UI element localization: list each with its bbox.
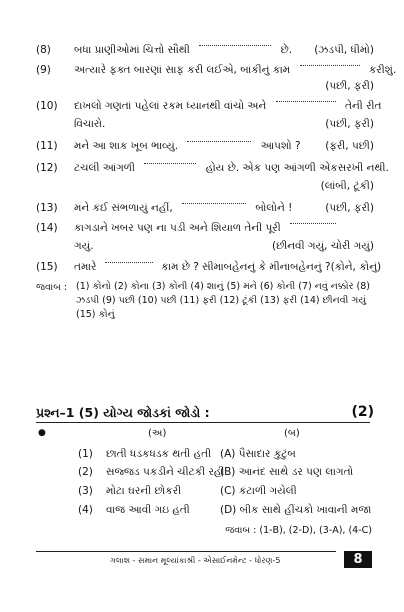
blank: [276, 100, 336, 102]
match-item-b: (C) કંટાળી ગયેલી: [220, 485, 297, 497]
match-answer: જવાબ : (1-B), (2-D), (3-A), (4-C): [225, 525, 372, 536]
match-item-a: છાતી ધડકધડક થતી હતી: [106, 448, 212, 460]
question-options: (લાંબી, ટૂંકી): [320, 180, 374, 192]
blank: [290, 222, 336, 224]
question-text: બધા પ્રાણીઓમાં ચિત્તો સૌથી: [74, 44, 190, 56]
question-text: મને કંઈ સંભળાયું નહીં,: [74, 202, 173, 214]
answer-key-text: (1) કોનો (2) કોના (3) કોની (4) શાનું (5) મને (6) કોની (7) નવું નક્કોર (8) ઝડપી (9) પછી (10) પછી (11) ફરી (12) ટૂંકી (13) ફરી (14) છીનવી ગયું (15) કોનું: [76, 281, 370, 320]
blank: [199, 44, 271, 46]
question-text-end: આપશો ?: [260, 140, 301, 152]
question-text: દાખલો ગણતાં પહેલાં રકમ ધ્યાનથી વાંચો અને: [74, 100, 267, 112]
question-text: મને આ શાક ખૂબ ભાવ્યું.: [74, 140, 179, 152]
section-divider: [36, 422, 370, 423]
question-text-end: બોલોને !: [255, 202, 293, 214]
question-number: (9): [36, 64, 51, 76]
question-text: કાગડાને ખબર પણ ના પડી અને શિયાળ તેની પૂરી: [74, 222, 281, 234]
column-b-header: (બ): [284, 428, 300, 439]
question-text: ટચલી આંગળી: [74, 162, 136, 174]
column-a-header: (અ): [148, 428, 167, 439]
question-text: અત્યારે ફક્ત બારણાં સાફ કરી લઈએ, બાકીનું કામ: [74, 64, 291, 76]
match-item-b: (A) પૈસાદાર કુટુંબ: [220, 448, 296, 460]
question-number: (13): [36, 202, 58, 214]
match-item-a: સજ્જડ પકડીને ચીટકી રહી: [106, 466, 225, 478]
match-number: (1): [78, 448, 93, 460]
question-number: (15): [36, 261, 58, 273]
question-number: (14): [36, 222, 58, 234]
question-text-end: હોય છે. એક પણ આંગળી એકસરખી નથી.: [205, 162, 389, 174]
question-number: (12): [36, 162, 58, 174]
match-number: (2): [78, 466, 93, 478]
question-options: (પછી, ફરી): [325, 118, 374, 130]
footer-text: ગલાશ - સમાન મૂલ્યાંકાશ્રી - એસાઈનમેન્ટ - ધોરણ-5: [110, 556, 281, 565]
blank: [105, 261, 153, 263]
question-options: (પછી, ફરી): [325, 80, 374, 92]
section-marks: (2): [351, 404, 374, 420]
question-options: (પછી, ફરી): [325, 202, 374, 214]
question-options: (ઝડપી, ધીમો): [314, 44, 374, 56]
question-number: (11): [36, 140, 58, 152]
match-item-b: (D) બીક સાથે હીંચકો ખાવાની મજા: [220, 504, 372, 516]
match-item-a: વાજ આવી ગઇ હતી: [106, 504, 190, 516]
blank: [144, 162, 196, 164]
match-item-b: (B) આનંદ સાથે ડર પણ લાગતો: [220, 466, 354, 478]
question-options: (ફરી, પછી): [325, 140, 374, 152]
match-number: (4): [78, 504, 93, 516]
match-item-a: મોટા ઘરની છોકરી: [106, 485, 182, 497]
blank: [182, 202, 246, 204]
question-number: (10): [36, 100, 58, 112]
page-number-badge: 8: [344, 551, 372, 568]
question-number: (8): [36, 44, 51, 56]
question-options: (છીનવી ગયું, ચોરી ગયું): [271, 240, 374, 252]
footer-divider: [36, 551, 336, 552]
question-text-line2: વિચારો.: [74, 118, 106, 130]
answer-label: જવાબ :: [36, 282, 68, 293]
bullet-icon: ●: [38, 428, 46, 438]
question-text-end: કરીશું.: [368, 64, 397, 76]
section-title: પ્રશ્ન–1 (5) યોગ્ય જોડકાં જોડો :: [36, 405, 210, 420]
question-text-end: તેની રીત: [345, 100, 382, 112]
question-text-end: છે.: [280, 44, 293, 56]
question-text-line2: ગયું.: [74, 240, 94, 252]
blank: [300, 64, 360, 66]
question-text: તમારે: [74, 261, 97, 273]
blank: [187, 140, 251, 142]
question-text-end: કામ છે ? સીમાબહેનનું કે મીનાબહેનનું ?(કોને, કોનું): [161, 261, 382, 273]
match-number: (3): [78, 485, 93, 497]
